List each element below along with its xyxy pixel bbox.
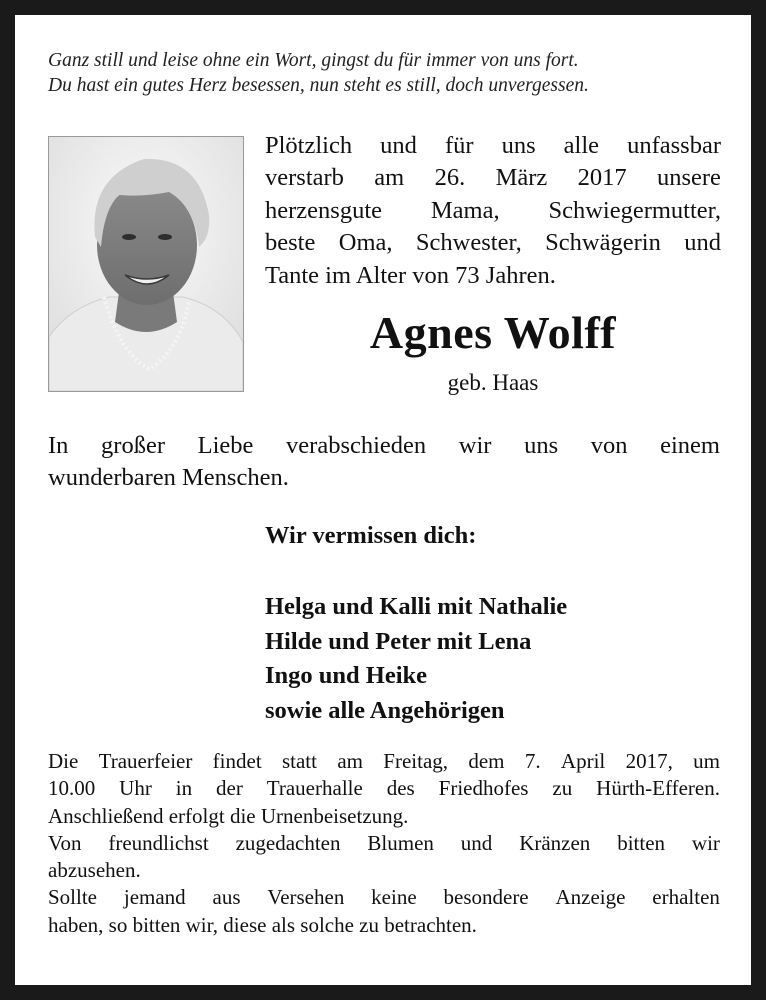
- mourner-entry: Helga und Kalli mit Nathalie: [265, 593, 568, 620]
- deceased-name: Agnes Wolff: [369, 307, 617, 358]
- service-line: 10.00 Uhr in der Trauerhalle des Friedhofes zu Hürth-Efferen.: [48, 776, 720, 801]
- memorial-verse: [48, 48, 728, 98]
- farewell-text: [48, 430, 720, 495]
- announcement-line: verstarb am 26. März 2017 unsere: [265, 164, 721, 192]
- announcement-line: herzensgute Mama, Schwiegermutter,: [265, 196, 721, 224]
- service-line: abzusehen.: [48, 858, 141, 883]
- mourners-list: [265, 590, 567, 728]
- verse-line-1: Ganz still und leise ohne ein Wort, gingst du für immer von uns fort.: [48, 50, 579, 71]
- mourner-entry: Hilde und Peter mit Lena: [265, 627, 532, 655]
- service-line: Sollte jemand aus Versehen keine besondere Anzeige erhalten: [48, 885, 720, 910]
- announcement-line: Plötzlich und für uns alle unfassbar: [265, 132, 721, 159]
- service-line: haben, so bitten wir, diese als solche zu betrachten.: [48, 912, 477, 937]
- portrait-photo: [48, 136, 244, 392]
- mourner-entry: Ingo und Heike: [265, 662, 428, 689]
- portrait-illustration: [49, 137, 243, 391]
- mourner-entry: sowie alle Angehörigen: [265, 696, 505, 724]
- service-line: Von freundlichst zugedachten Blumen und Kränzen bitten wir: [48, 830, 720, 855]
- death-announcement: [265, 130, 721, 292]
- service-line: Anschließend erfolgt die Urnenbeisetzung.: [48, 803, 409, 828]
- announcement-line: beste Oma, Schwester, Schwägerin und: [265, 229, 721, 257]
- farewell-line: In großer Liebe verabschieden wir uns von einem: [48, 432, 720, 459]
- announcement-line: Tante im Alter von 73 Jahren.: [265, 261, 556, 289]
- farewell-line: wunderbaren Menschen.: [48, 464, 289, 492]
- verse-line-2: Du hast ein gutes Herz besessen, nun steht es still, doch unvergessen.: [48, 75, 589, 96]
- maiden-name: geb. Haas: [447, 370, 539, 395]
- mourners-heading: Wir vermissen dich:: [265, 522, 477, 549]
- service-details: [48, 748, 720, 939]
- service-line: Die Trauerfeier findet statt am Freitag, dem 7. April 2017, um: [48, 749, 720, 773]
